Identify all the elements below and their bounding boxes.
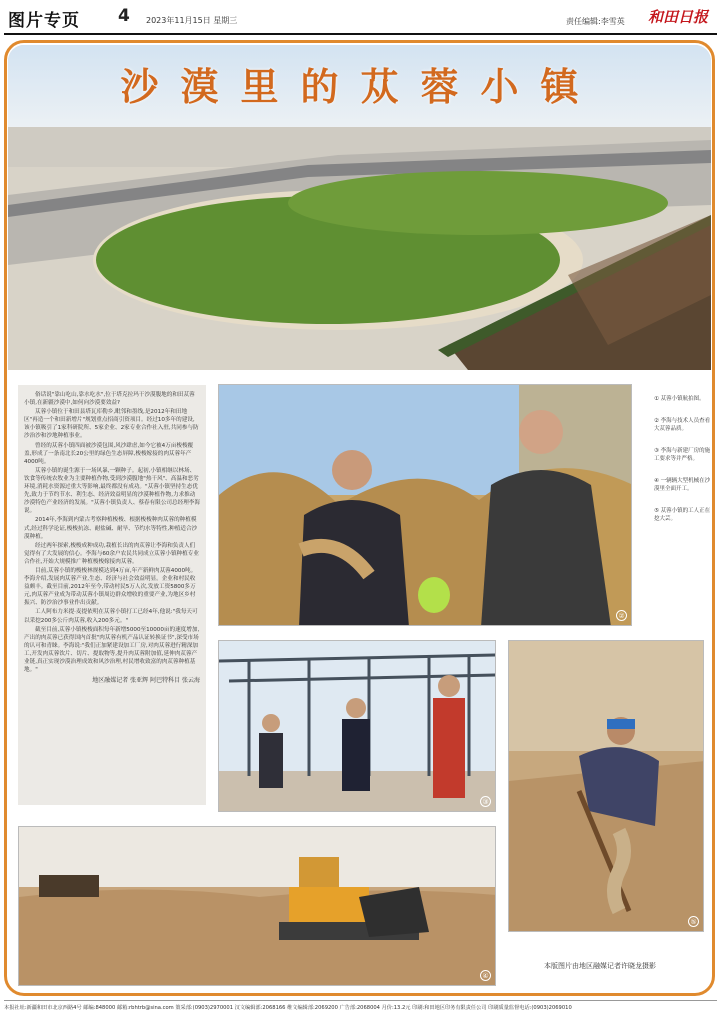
caption-item: ③ 李海与新建厂房的施工要求等并严格。 bbox=[654, 448, 711, 462]
article-paragraph: 俗话说"靠山吃山,靠水吃水",位于塔克拉玛干沙漠腹地的和田苁蓉小镇,在新疆沙漠中,如何向沙漠要效益? bbox=[24, 392, 195, 407]
article-paragraph: 目前,苁蓉小镇的梭梭林规模达到4万亩,年产新鲜肉苁蓉4000吨。李海介绍,发展肉苁蓉产业,生态、经济与社会效益明显。企业和村民收益颇丰。截至目前,2012年至今,带动村民5万人次,发放工资5800多万元,肉苁蓉产业成为带动苁蓉小镇周边群众增收的重要产业,为地区乡村振兴、防沙治沙事业作出贡献。 bbox=[24, 567, 197, 607]
caption-item: ④ 一辆辆大型机械在沙漠里全面开工。 bbox=[654, 478, 711, 492]
photo-two-men bbox=[218, 384, 632, 626]
headline: 沙漠里的苁蓉小镇 bbox=[120, 64, 601, 109]
newspaper-logo: 和田日报 bbox=[648, 8, 709, 26]
photo-worker-digging bbox=[508, 640, 704, 932]
photo-number-badge: ② bbox=[616, 610, 627, 621]
photo-captions bbox=[654, 395, 712, 537]
caption-item: ② 李海与技术人员查看大苁蓉品质。 bbox=[654, 418, 711, 432]
photo-number-badge: ④ bbox=[480, 970, 491, 981]
page-number: 4 bbox=[118, 6, 130, 26]
article-body bbox=[18, 385, 206, 805]
article-paragraph: 截至目前,苁蓉小镇梭梭面积每年新增5000至10000亩的速度增加,产出的肉苁蓉已获得国内首批"肉苁蓉有机产品认证转换证书",深受市场的认可和青睐。李海说:"我们正加紧建设加工厂房,对肉苁蓉进行精深加工,开发肉苁蓉饮片、切片、提取物等,提升肉苁蓉附加值,延伸肉苁蓉产业链,真正实现沙漠治理成效和风沙治理,村民增收致富的肉苁蓉种植基地。" bbox=[24, 626, 200, 674]
photo-worker-illustration bbox=[509, 641, 704, 932]
article-paragraph: 工人阿布力米提·麦提依明在苁蓉小镇打工已经4年,他说:"我每天可以采挖200多公斤肉苁蓉,收入200多元。" bbox=[24, 609, 198, 624]
photo-bulldozers bbox=[18, 826, 496, 986]
article-paragraph: 曾经的苁蓉小镇四面被沙漠包围,风沙肆虐,如今它被4万亩梭梭覆盖,形成了一条南北长20公里的绿色生态屏障,梭梭嫁接的肉苁蓉年产4000吨。 bbox=[24, 442, 194, 465]
photo-bulldozers-illustration bbox=[19, 827, 496, 986]
article-paragraph: 苁蓉小镇位于和田县塔瓦库勒乡,毗邻和墨线,是2012年和田地区"再造一个和田新增片"规划重点招商引资项目。经过10多年的建设,该小镇吸引了1家科研院所、5家企业、2家专业合作社入驻,共同参与防沙治沙和沙地种植事业。 bbox=[24, 409, 199, 440]
article-paragraph: 经过两年探索,梭梭成种成功,栽植长出的肉苁蓉让李海和负责人们觉得有了大发展的信心。李海与60余户农民共同成立苁蓉小镇种植专业合作社,开始大规模推广种植梭梭嫁接肉苁蓉。 bbox=[24, 542, 199, 565]
page-header bbox=[0, 0, 721, 36]
article-paragraph: 2014年,李海到内蒙古考察种植梭梭、根据梭梭种肉苁蓉的种植模式,经过科学论证,梭梭抗冻、耐盐碱、耐旱、节约水等特性,种植适合沙漠种植。 bbox=[24, 517, 198, 540]
caption-item: ⑤ 苁蓉小镇的工人正在挖大芸。 bbox=[654, 508, 711, 522]
section-title: 图片专页 bbox=[8, 11, 80, 31]
issue-date: 2023年11月15日 星期三 bbox=[146, 16, 238, 25]
responsible-editor: 责任编辑:李雪英 bbox=[566, 17, 625, 26]
photo-credit: 本版图片由地区融媒记者许晓龙摄影 bbox=[544, 962, 656, 970]
photo-factory-illustration bbox=[219, 641, 496, 812]
caption-item: ① 苁蓉小镇航拍图。 bbox=[654, 396, 705, 402]
article-byline: 地区融媒记者 张亚辉 阿巴特科目 张云海 bbox=[92, 677, 200, 685]
header-divider bbox=[4, 33, 717, 35]
photo-factory-site bbox=[218, 640, 496, 812]
page-footer: 本报社址:新疆和田市北京西路4号 邮编:848000 邮箱:rbhtrb@sina.com 策采部:(0903)2970001 汉文编辑部:2068166 维文编辑部:2069200 广告部:2068004 月价:13.2元 印刷:和田地区印务有限责任公司 印刷质量监督电话:(0903)2069010 bbox=[4, 1000, 717, 1011]
photo-number-badge: ⑤ bbox=[688, 916, 699, 927]
photo-number-badge: ③ bbox=[480, 796, 491, 807]
photo-two-men-illustration bbox=[219, 385, 632, 626]
article-paragraph: 苁蓉小镇的诞生源于一场风暴,一颗种子。起初,小镇相继以林场、饮食等传统农牧业为主要种植作物,受到沙漠腹地"热干风"、高温和恶劣环境,消耗水资源过重大等影响,最终都没有成功。"苁蓉小镇坚持生态优先,致力于节约节水、利生态、经济效益明显的沙漠种植作物,力求推动沙漠特色产业经济的发展。"苁蓉小镇负责人、蔡春有限公司总经理李海说。 bbox=[24, 467, 200, 515]
